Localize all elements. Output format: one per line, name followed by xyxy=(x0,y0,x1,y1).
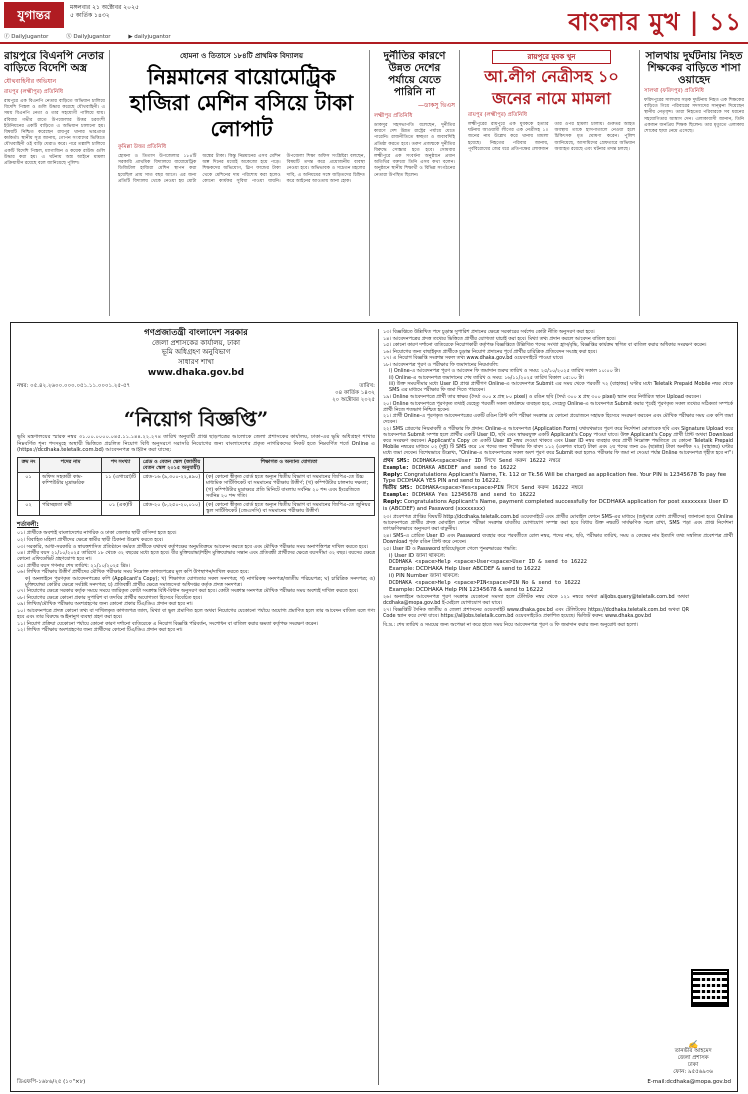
qr-code-icon[interactable] xyxy=(691,969,729,1007)
table-row: ০১ অফিস সহকারী কাম-কম্পিউটার মুদ্রাক্ষরিক ১১ (এগারো)টি গ্রেড-১৬ (৯,৩০০-২২,৪৯০) (ক) কোনো স্বীকৃত বোর্ড হতে অন্যূন দ্বিতীয় বিভাগ বা সমমানের জিপিএ-তে উচ্চ মাধ্যমিক সার্টিফিকেট বা সমমানের পরীক্ষায় উত্তীর্ণ; (খ) কম্পিউটার চালনায় দক্ষতা; (গ) কম্পিউটার মুদ্রাক্ষরে প্রতি মিনিটে বাংলায় সর্বনিম্ন ২০ শব্দ এবং ইংরেজিতে সর্বনিম্ন ২০ শব্দ গতি। xyxy=(18,473,375,501)
story-biometric xyxy=(114,50,370,316)
story-byline: লক্ষ্মীপুর প্রতিনিধি xyxy=(374,113,413,119)
story-title: সালথায় দুর্ঘটনায় নিহত শিক্ষকের বাড়িতে শাসা ওয়াহেদ xyxy=(645,50,743,86)
dfp-code: ডিএফপি-১৬৮৬/২৫ (১০"×৮) xyxy=(17,1079,86,1085)
list-item: ০৮। নিয়োগের ক্ষেত্রে কোনো প্রকার সুপারিশ বা তদবির প্রার্থীর অযোগ্যতা হিসেবে বিবেচিত হবে। xyxy=(17,594,203,601)
story-headline: আ.লীগ নেত্রীসহ ১০ জনের নামে মামলা xyxy=(484,67,619,108)
story-title: রায়পুরে বিএনপি নেতার বাড়িতে বিদেশি অস্ত্র xyxy=(4,50,104,74)
ad-title: “নিয়োগ বিজ্ঞপ্তি” xyxy=(123,407,269,431)
list-item: ১০। আবেদনপত্রে প্রদত্ত কোনো তথ্য বা দাখিলকৃত কাগজপত্র জাল, মিথ্যা বা ভুল প্রমাণিত হলে অথবা নিয়োগের যেকোনো পর্যায়ে অযোগ্য প্রমাণিত হলে তার আবেদন বাতিল বলে গণ্য হবে এবং তার বিরুদ্ধে আইনানুগ ব্যবস্থা গ্রহণ করা হবে। xyxy=(17,607,375,621)
list-item: i) Online-এ আবেদনপত্র পূরণ ও আবেদন ফি জমাদান শুরুর তারিখ ও সময়: ২৫/১০/২০২৫ তারিখ সকাল ১০:০০ টা। xyxy=(389,368,621,375)
ad-website[interactable]: www.dhaka.gov.bd xyxy=(147,368,245,378)
story-kicker: রায়পুরে যুবক খুন xyxy=(492,50,611,64)
list-item: ২০। Online আবেদনপত্রে পূরণকৃত তথ্যই যেহেতু পরবর্তী সকল কার্যক্রমে ব্যবহৃত হবে, সেহেতু Online-এ আবেদনপত্র Submit করার পূর্বেই পূরণকৃত সকল তথ্যের সঠিকতা সম্পর্কে প্রার্থী নিজে শতভাগ নিশ্চিত হবেন। xyxy=(383,400,733,413)
memo-line: নম্বর: ০৫.৪২.২৬০০.০০০.০৫১.১১.০০০১.২৫-৫৭ তারিখ: ০৪ কার্তিক ১৪৩২ ২০ অক্টোবর ২০২৫ xyxy=(17,383,375,403)
social-links xyxy=(4,32,187,40)
ad-left-column xyxy=(17,329,375,634)
table-row: ০২ পরিচ্ছন্নতা কর্মী ০১ (এক)টি গ্রেড-২০ (৮,২৫০-২০,০১০) (ক) কোনো স্বীকৃত বোর্ড হতে অন্যূন দ্বিতীয় বিভাগ বা সমমানের জিপিএ-তে জুনিয়র স্কুল সার্টিফিকেট (জেএসসি) বা সমমানের পরীক্ষায় উত্তীর্ণ। xyxy=(18,501,375,516)
story-byline: কুমিল্লা উত্তর প্রতিনিধি xyxy=(118,144,167,150)
story-headline: নিম্নমানের বায়োমেট্রিক হাজিরা মেশিন বসিয়ে টাকা লোপাট xyxy=(129,64,354,141)
list-item: ১১। নিয়োগ প্রক্রিয়া যেকোনো পর্যায়ে কোনো কারণ দর্শানো ব্যতিরেকে এ নিয়োগ বিজ্ঞপ্তি পরিবর্তন, সংশোধন বা বাতিল করার ক্ষমতা কর্তৃপক্ষ সংরক্ষণ করেন। xyxy=(17,620,319,627)
list-item: ১৯। Online আবেদনপত্রে প্রার্থী তার স্বাক্ষর (দৈর্ঘ্য ৩০০ x প্রস্থ ৮০ pixel) ও রঙিন ছবি (দৈর্ঘ্য ৩০০ x প্রস্থ ৩০০ pixel) স্ক্যান করে নির্ধারিত স্থানে Upload করবেন। xyxy=(383,393,701,400)
recovery-instructions: i) User ID জানা থাকলে: DCDHAKA <space>Help <space>User<space>User ID & send to 16222 Example: DCDHAKA Help User ABCDEF & send to 16222 ii) PIN Number জানা থাকলে: DCDHAKA <space>Help <space>PIN<space>PIN No & send to 16222 Example: DCDHAKA Help PIN 12345678 & send to 16222 xyxy=(389,552,587,593)
list-item: ০৫। প্রার্থীর বয়স গণনার শেষ তারিখ: ২১/১০/২০২৫ খ্রিঃ। xyxy=(17,562,131,569)
admit-card-info xyxy=(383,514,733,551)
list-item: ২৪। SMS-এ প্রেরিত User ID এবং Password ব্যবহার করে পরবর্তীতে রোল নম্বর, পদের নাম, ছবি, পরীক্ষার তারিখ, সময় ও কেন্দ্রের নাম ইত্যাদি তথ্য সম্বলিত প্রবেশপত্র প্রার্থী Download পূর্বক রঙিন প্রিন্ট করে নেবেন। xyxy=(383,532,733,545)
signature: ✍ xyxy=(688,1040,699,1049)
masthead xyxy=(0,0,748,44)
ad-footer xyxy=(17,1079,731,1087)
list-item: ১৬। নিয়োগের জন্য বাছাইকৃত প্রার্থীকে চূড়ান্ত নিয়োগ প্রদানের পূর্বে প্রার্থীর চারিত্রিক প্রতিবেদন সংগ্রহ করা হবে। xyxy=(383,348,598,355)
list-item: ০৯। লিখিত/মৌখিক পরীক্ষায় অংশগ্রহণের জন্য কোনো প্রকার টিএ/ডিএ প্রদান করা হবে না। xyxy=(17,601,193,608)
signature-block: ✍ তানভীর আহমেদ জেলা প্রশাসক ঢাকা ফোন: ৯৫৫৬৯৩৬ xyxy=(673,1040,713,1075)
list-item: ক) অনলাইনে পূরণকৃত আবেদনপত্রের কপি (Applicant's Copy); খ) শিক্ষাগত যোগ্যতার সকল সনদপত্র; গ) নাগরিকত্ব সনদপত্র/জাতীয় পরিচয়পত্র; ঘ) চারিত্রিক সনদপত্র; ঙ) মুক্তিযোদ্ধা কোটার ক্ষেত্রে সংশ্লিষ্ট সনদপত্র; চ) প্রতিবন্ধী প্রার্থীর ক্ষেত্রে সমাজসেবা অধিদপ্তর কর্তৃক প্রদত্ত সনদপত্র। xyxy=(25,575,375,588)
list-item: ii) Online-এ আবেদনপত্র জমাদানের শেষ তারিখ ও সময়: ১৬/১১/২০২৫ তারিখ বিকাল ০৫:০০ টা। xyxy=(389,374,585,381)
story-body: হোমনা ও তিতাস উপজেলার ১৮৪টি সরকারি প্রাথমিক বিদ্যালয়ে বায়োমেট্রিক ডিজিটাল হাজিরা মেশিন স্থাপন করা হয়েছিল প্রায় সাত বছর আগে। এর জন্য প্রতিটি বিদ্যালয় থেকে নেওয়া হয় মোটা অঙ্কের টাকা। কিন্তু নিম্নমানের এসব মেশিন অল্প দিনের মধ্যেই অকেজো হয়ে পড়ে। শিক্ষকদের অভিযোগ, স্লিপ ফান্ডের টাকা থেকে মেশিনের দাম পরিশোধ করা হলেও কোনো কার্যকর সুবিধা পাওয়া যায়নি। উপজেলা শিক্ষা অফিস সংশ্লিষ্টরা বলছেন, বিষয়টি তদন্ত করে প্রয়োজনীয় ব্যবস্থা নেওয়া হবে। অভিভাবক ও সচেতন মহলের দাবি, এ অনিয়মের সঙ্গে জড়িতদের চিহ্নিত করে আইনের আওতায় আনা হোক। xyxy=(118,154,365,184)
youtube-link[interactable]: ▶ dailyjugantor xyxy=(128,34,171,40)
table-header-row: ক্রম নং পদের নাম পদ সংখ্যা গ্রেড ও বেতন স্কেল (জাতীয় বেতন স্কেল ২০১৫ অনুযায়ী) শিক্ষাগত ও অন্যান্য যোগ্যতা xyxy=(18,457,375,472)
list-item: ২৫। User ID ও Password হারিয়ে/ভুলে গেলে পুনরুদ্ধারের পদ্ধতি: xyxy=(383,545,517,552)
list-item: ২২। SMS প্রেরণের নিয়মাবলী ও পরীক্ষার ফি প্রদান: Online-এ আবেদনপত্র (Application Form) যথাযথভাবে পূরণ করে নির্দেশনা মোতাবেক ছবি এবং Signature Upload করে আবেদনপত্র Submit সম্পন্ন হলে প্রার্থীর একটি User ID, ছবি এবং স্বাক্ষরযুক্ত একটি Applicant's Copy পাওয়া যাবে। উক্ত Applicant's Copy প্রার্থী প্রিন্ট অথবা Download করে সংরক্ষণ করবেন। Applicant's Copy তে একটি User ID নম্বর দেওয়া থাকবে এবং User ID নম্বর ব্যবহার করে প্রার্থী নিম্নোক্ত পদ্ধতিতে যে কোনো Teletalk Prepaid Mobile নম্বরের মাধ্যমে ০২ (দুই) টি SMS করে ১ম পদের জন্য পরীক্ষার ফি বাবদ ১১২ (একশত বারো) টাকা এবং ২য় পদের জন্য ৫৬ (ছাপ্পান্ন) টাকা অনধিক ৭২ (বাহাত্তর) ঘণ্টার মধ্যে জমা দেবেন। বিশেষভাবে উল্লেখ্য, "Online-এ আবেদনপত্রের সকল অংশ পূরণ করে Submit করা হলেও পরীক্ষার ফি জমা না দেওয়া পর্যন্ত Online আবেদনপত্র গৃহীত হবে না"। xyxy=(383,425,734,456)
story-corruption xyxy=(374,50,460,316)
twitter-link[interactable]: Ⓧ DailyJugantor xyxy=(66,34,111,40)
list-item: ০৪। প্রার্থীর বয়স ২১/১০/২০২৫ তারিখে ১৮ থেকে ৩২ বছরের মধ্যে হতে হবে। বীর মুক্তিযোদ্ধা/শহীদ মুক্তিযোদ্ধার সন্তান এবং প্রতিবন্ধী প্রার্থীদের ক্ষেত্রে বয়সসীমা ৩২ বছর। বয়সের ক্ষেত্রে কোনো এফিডেভিট গ্রহণযোগ্য হবে না। xyxy=(17,550,375,563)
facebook-link[interactable]: ⓕ DailyJugantor xyxy=(4,34,49,40)
story-byline: রায়পুর (লক্ষ্মীপুর) প্রতিনিধি xyxy=(4,89,63,95)
list-item: ০৭। নিয়োগের ক্ষেত্রে সরকার কর্তৃক সময়ে সময়ে জারিকৃত কোটা সংক্রান্ত বিধি-বিধান অনুসরণ করা হবে। কোটা সংক্রান্ত সনদপত্র মৌখিক পরীক্ষার সময় অবশ্যই দাখিল করতে হবে। xyxy=(17,588,359,595)
list-item: ২৭। বিজ্ঞপ্তিটি দৈনিক জাতীয় ও জেলা প্রশাসনের ওয়েবসাইট www.dhaka.gov.bd এবং টেলিটকের https://dcdhaka.teletalk.com.bd অথবা QR Code স্ক্যান করে দেখা যাবে। https://alljobs.teletalk.com.bd ওয়েবসাইটেও প্রকাশিত হয়েছে। ভিজিট করুন: www.dhaka.gov.bd xyxy=(383,606,689,620)
story-body: ফরিদপুরের সালথায় সড়ক দুর্ঘটনায় নিহত এক শিক্ষকের বাড়িতে গিয়ে পরিবারের সদস্যদের সান্ত্বনা দিয়েছেন স্থানীয় নেতৃবৃন্দ। তারা নিহতের পরিবারকে সব ধরনের সহযোগিতার আশ্বাস দেন। এলাকাবাসী জানান, তিনি একজন জনপ্রিয় শিক্ষক ছিলেন। তার মৃত্যুতে এলাকায় শোকের ছায়া নেমে এসেছে। xyxy=(644,98,744,135)
story-raipur-arms xyxy=(4,50,110,316)
instructions-list xyxy=(383,329,733,456)
story-body: লক্ষ্মীপুরের রায়পুরে এক যুবককে হত্যার ঘটনায় আওয়ামী লীগের এক নেত্রীসহ ১০ জনের নাম উল্লেখ করে থানায় মামলা হয়েছে। নিহতের পরিবার জানায়, পূর্ববিরোধের জের ধরে প্রতিপক্ষের লোকজন তার ওপর হামলা চালায়। গুরুতর আহত অবস্থায় তাকে হাসপাতালে নেওয়া হলে চিকিৎসক মৃত ঘোষণা করেন। পুলিশ জানিয়েছে, আসামিদের গ্রেফতারে অভিযান অব্যাহত রয়েছে এবং ঘটনার তদন্ত চলছে। xyxy=(468,122,635,152)
posts-table xyxy=(17,457,375,517)
story-body: রায়পুরে এক বিএনপি নেতার বাড়িতে অভিযান চালিয়ে বিদেশি পিস্তল ও গুলি উদ্ধার করেছে যৌথবাহিনী। এ সময় বিএনপি নেতা ও তার সহযোগী পালিয়ে যায়। রবিবার গভীর রাতে উপজেলার উত্তর চরবংশী ইউনিয়নের একটি বাড়িতে এ অভিযান চালানো হয়। বিষয়টি নিশ্চিত করেছেন রায়পুর থানার ভারপ্রাপ্ত কর্মকর্তা। স্থানীয় সূত্র জানায়, গোপন সংবাদের ভিত্তিতে যৌথবাহিনী ওই বাড়ি ঘেরাও করে। পরে তল্লাশি চালিয়ে একটি বিদেশি পিস্তল, ম্যাগাজিন ও কয়েক রাউন্ড গুলি উদ্ধার করা হয়। এ ঘটনায় অস্ত্র আইনে মামলা প্রক্রিয়াধীন রয়েছে বলে জানিয়েছে পুলিশ। xyxy=(4,99,105,167)
sms-instructions: প্রথম SMS: DCDHAKA<space>User ID লিখে Send করুন 16222 নম্বরে Example: DCDHAKA ABCDEF and send to 16222 Reply: Congratulations Applicant's Name, Tk. 112 or Tk.56 Will be charged as application fee. Your PIN is 12345678 To pay fee Type DCDHAKA YES PIN and send to 16222. দ্বিতীয় SMS: DCDHAKA<space>Yes<space>PIN লিখে Send করুন 16222 নম্বরে Example: DCDHAKA Yes 12345678 and send to 16222 Reply: Congratulations Applicant's Name, payment completed successfully for DCDHAKA application for post xxxxxxxx User ID is (ABCDEF) and Password (xxxxxxxx) xyxy=(383,457,729,512)
story-saltha xyxy=(644,50,744,316)
ad-intro: ভূমি মন্ত্রণালয়ের স্মারক নম্বর ৩১.০০.০০০০.০৪৫.১১.১৪৪.২২.২৭৪ তারিখ অনুযায়ী প্রাপ্ত ছাড়পত্রের আলোকে জেলা প্রশাসকের কার্যালয়, ঢাকা-এর ভূমি অধিগ্রহণ শাখার নিম্নবর্ণিত শূন্য পদসমূহে অস্থায়ী ভিত্তিতে প্রচলিত নিয়োগ বিধি অনুসরণে সরাসরি নিয়োগের জন্য বাংলাদেশের প্রকৃত নাগরিকদের নিকট হতে নিম্নবর্ণিত শর্তে Online এ (https://dcdhaka.teletalk.com.bd) আবেদনপত্র আহ্বান করা যাচ্ছে: xyxy=(17,434,375,454)
story-body: ডাকসুর সহসভাপতি বলেছেন, দুর্নীতির কারণে দেশ উন্নত রাষ্ট্রের পর্যায়ে যেতে পারেনি। রাজনীতিতে স্বচ্ছতা ও জবাবদিহি প্রতিষ্ঠা করতে হবে। তরুণ প্রজন্মকে দুর্নীতির বিরুদ্ধে সোচ্চার হতে হবে। সোমবার লক্ষ্মীপুরে এক সংবর্ধনা অনুষ্ঠানে প্রধান অতিথির বক্তব্যে তিনি এসব কথা বলেন। অনুষ্ঠানে স্থানীয় শিক্ষার্থী ও বিভিন্ন সংগঠনের নেতারা উপস্থিত ছিলেন। xyxy=(374,123,455,178)
list-item: ২৬। অনলাইনে আবেদনপত্র পূরণ সংক্রান্ত যেকোনো সমস্যা হলে টেলিটক নম্বর থেকে ১২১ নম্বরে অথবা alljobs.query@teletalk.com.bd অথবা dcdhaka@mopa.gov.bd ই-মেইলে যোগাযোগ করা যাবে। xyxy=(383,594,689,607)
conditions-list xyxy=(17,530,375,633)
list-item: ০৬। লিখিত পরীক্ষায় উত্তীর্ণ প্রার্থীদের মৌখিক পরীক্ষার সময় নিম্নোক্ত কাগজপত্রের মূল কপি উপস্থাপন/দাখিল করতে হবে: xyxy=(17,569,250,576)
list-item: ০১। প্রার্থীকে অবশ্যই বাংলাদেশের নাগরিক ও ঢাকা জেলার স্থায়ী বাসিন্দা হতে হবে। xyxy=(17,530,177,537)
conditions-title: শর্তাবলী: xyxy=(17,521,39,529)
contact-info xyxy=(383,594,733,619)
list-item: ০২। বিবাহিত মহিলা প্রার্থীদের ক্ষেত্রে স্বামীর স্থায়ী ঠিকানা উল্লেখ করতে হবে। xyxy=(17,536,164,543)
list-item: ১৮। আবেদনপত্র পূরণ ও পরীক্ষার ফি জমাদানের নিয়মাবলি: xyxy=(383,361,499,368)
ad-right-column xyxy=(383,329,734,1075)
story-title: দুর্নীতির কারণে উন্নত দেশের পর্যায়ে যেতে পারিনি না xyxy=(383,50,446,98)
recruitment-ad xyxy=(10,322,738,1092)
list-item: iii) উক্ত সময়সীমার মধ্যে User ID প্রাপ্ত প্রার্থীগণ Online-এ আবেদনপত্র Submit এর সময় থেকে পরবর্তী ৭২ (বাহাত্তর) ঘণ্টার মধ্যে Teletalk Prepaid Mobile নম্বর থেকে SMS এর মাধ্যমে পরীক্ষার ফি জমা দিতে পারবেন। xyxy=(389,381,733,394)
column-divider xyxy=(378,329,379,1085)
ad-header: গণপ্রজাতন্ত্রী বাংলাদেশ সরকার জেলা প্রশাসকের কার্যালয়, ঢাকা ভূমি অধিগ্রহণ অনুবিভাগ সাধারণ শাখা www.dhaka.gov.bd xyxy=(17,329,375,379)
list-item: ১৩। বিজ্ঞপ্তিতে উল্লিখিত পদে চূড়ান্ত সুপারিশ প্রদানের ক্ষেত্রে সরকারের সর্বশেষ কোটা নীতি অনুসরণ করা হবে। xyxy=(383,329,595,335)
story-raipur-murder xyxy=(464,50,640,316)
list-item: ১৫। কোনো কারণ দর্শানো ব্যতিরেকে নিয়োগকারী কর্তৃপক্ষ বিজ্ঞপ্তিতে উল্লিখিত পদের সংখ্যা হ্রাস/বৃদ্ধি, বিজ্ঞপ্তির কার্যক্রম স্থগিত বা বাতিল করার অধিকার সংরক্ষণ করেন। xyxy=(383,342,707,349)
story-kicker: যৌথবাহিনীর অভিযান xyxy=(4,78,57,85)
story-kicker: —ডাকসু ভিএস xyxy=(418,102,455,109)
list-item: ১৪। আবেদনপত্রের প্রদত্ত তথ্যের ভিত্তিতে প্রার্থীর যোগ্যতা যাচাই করা হবে। মিথ্যা তথ্য প্রদান করলে আবেদন বাতিল হবে। xyxy=(383,335,616,342)
list-item: ০৩। সরকারি, আধা-সরকারি ও স্বায়ত্তশাসিত প্রতিষ্ঠানে কর্মরত প্রার্থীকে যথাযথ কর্তৃপক্ষের অনুমতিক্রমে আবেদন করতে হবে এবং মৌখিক পরীক্ষার সময় অনাপত্তিপত্র দাখিল করতে হবে। xyxy=(17,543,369,550)
list-item: ১৭। এ নিয়োগ বিজ্ঞপ্তি সংক্রান্ত সকল তথ্য www.dhaka.gov.bd ওয়েবসাইটে পাওয়া যাবে। xyxy=(383,355,564,362)
story-byline: সালথা (ফরিদপুর) প্রতিনিধি xyxy=(644,88,704,94)
list-item: ১২। লিখিত পরীক্ষায় অংশগ্রহণের জন্য প্রার্থীদের কোনো টিএ/ডিএ প্রদান করা হবে না। xyxy=(17,627,183,634)
section-title: বাংলার মুখ | ১১ xyxy=(568,7,742,36)
story-kicker: হোমনা ও তিতাসে ১৮৪টি প্রাথমিক বিদ্যালয় xyxy=(180,52,303,60)
issue-date: মঙ্গলবার ২১ অক্টোবর ২০২৫ ৫ কার্তিক ১৪৩২ xyxy=(70,4,139,19)
note: বি.দ্র.: শেষ তারিখ ও সময়ের জন্য অপেক্ষা না করে হাতে সময় নিয়ে আবেদনপত্র পূরণ ও ফি জমাদান করার জন্য অনুরোধ করা হলো। xyxy=(383,622,638,629)
list-item: ২৩। প্রবেশপত্র প্রাপ্তির বিষয়টি http://dcdhaka.teletalk.com.bd ওয়েবসাইটে এবং প্রার্থীর মোবাইল ফোনে SMS-এর মাধ্যমে (শুধুমাত্র যোগ্য প্রার্থীদের) জানানো হবে। Online আবেদনপত্রে প্রার্থীর প্রদত্ত মোবাইল ফোনে পরীক্ষা সংক্রান্ত যাবতীয় যোগাযোগ সম্পন্ন করা হবে বিধায় উক্ত নম্বরটি সার্বক্ষণিক সচল রাখা, SMS পড়া এবং প্রাপ্ত নির্দেশনা তাৎক্ষণিকভাবে অনুসরণ করা বাঞ্ছনীয়। xyxy=(383,514,733,533)
story-byline: রায়পুর (লক্ষ্মীপুর) প্রতিনিধি xyxy=(468,112,527,118)
newspaper-logo: যুগান্তর xyxy=(4,2,64,28)
list-item: ২১। প্রার্থী Online-এ পূরণকৃত আবেদনপত্রের একটি রঙিন প্রিন্ট কপি পরীক্ষা সংক্রান্ত যে কোনো প্রয়োজনে সহায়ক হিসেবে সংরক্ষণ করবেন এবং মৌখিক পরীক্ষার সময় এক কপি জমা দেবেন। xyxy=(383,413,733,426)
contact-email[interactable]: E-mail:dcdhaka@mopa.gov.bd xyxy=(647,1079,731,1085)
